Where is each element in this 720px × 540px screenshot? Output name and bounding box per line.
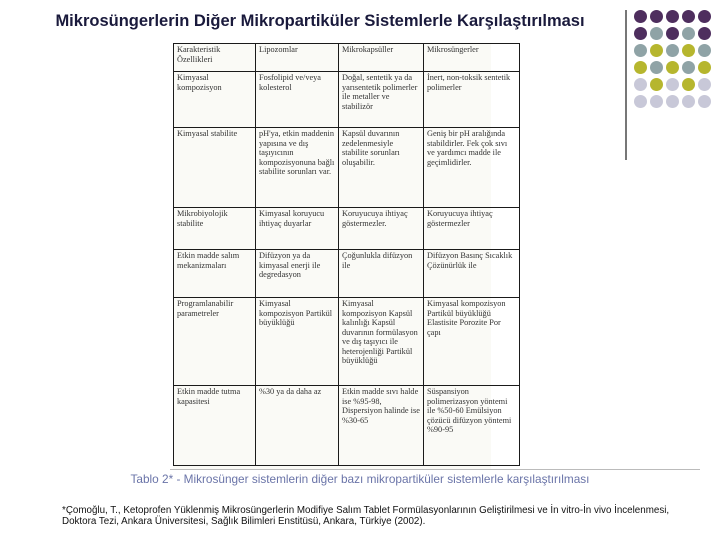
table-header-cell: Mikrosüngerler (424, 44, 520, 72)
decor-dot (666, 10, 679, 23)
decor-dot (650, 78, 663, 91)
decor-dot (634, 78, 647, 91)
decor-dot (650, 61, 663, 74)
decor-dot (682, 78, 695, 91)
decor-dot (682, 95, 695, 108)
table-row (174, 128, 520, 208)
table-cell: İnert, non-toksik sentetik polimerler (424, 72, 520, 128)
table-row-header-cell: Programlanabilir parametreler (174, 298, 256, 386)
table-caption: Tablo 2* - Mikrosünger sistemlerin diğer bazı mikropartiküler sistemlerle karşılaştırılması (130, 472, 590, 486)
table-cell: Kimyasal kompozisyon Kapsül kalınlığı Kapsül duvarının formülasyon ve dış taşıyıcı ile heterojenliği Partikül büyüklüğü (339, 298, 424, 386)
decor-dot (634, 10, 647, 23)
table-row (174, 386, 520, 466)
table-cell: Kimyasal koruyucu ihtiyaç duyarlar (256, 208, 339, 250)
table-cell: Kimyasal kompozisyon Partikül büyüklüğü (256, 298, 339, 386)
table-cell: Kimyasal kompozisyon Partikül büyüklüğü Elastisite Porozite Por çapı (424, 298, 520, 386)
table-cell: Geniş bir pH aralığında stabildirler. Fek çok sıvı ve yardımcı madde ile geçimlidirler. (424, 128, 520, 208)
citation-footnote: *Çomoğlu, T., Ketoprofen Yüklenmiş Mikrosüngerlerin Modifiye Salım Tablet Formülasyonlarının Geliştirilmesi ve İn vitro-İn vivo İncelenmesi, Doktora Tezi, Ankara Üniversitesi, Sağlık Bilimleri Enstitüsü, Ankara, Türkiye (2002). (62, 505, 670, 527)
table-row-header-cell: Mikrobiyolojik stabilite (174, 208, 256, 250)
table-header-row (174, 44, 520, 72)
decor-dot (634, 44, 647, 57)
decor-dot (682, 44, 695, 57)
decor-dot (634, 61, 647, 74)
table-cell: pH'ya, etkin maddenin yapısına ve dış taşıyıcının kompozisyonuna bağlı stabilite sorunları var. (256, 128, 339, 208)
decor-dot (650, 27, 663, 40)
decor-dot (666, 27, 679, 40)
table-row (174, 250, 520, 298)
decor-vertical-line (625, 10, 627, 160)
table-cell: Kapsül duvarının zedelenmesiyle stabilite sorunları oluşabilir. (339, 128, 424, 208)
table-header-cell: Karakteristik Özellikleri (174, 44, 256, 72)
table-row-header-cell: Kimyasal kompozisyon (174, 72, 256, 128)
table-row (174, 72, 520, 128)
decor-dot (634, 27, 647, 40)
decor-dot (698, 10, 711, 23)
table-header-cell: Lipozomlar (256, 44, 339, 72)
decor-dot (698, 44, 711, 57)
table-cell: Etkin madde sıvı halde ise %95-98, Dispersiyon halinde ise %30-65 (339, 386, 424, 466)
table-cell: Çoğunlukla difüzyon ile (339, 250, 424, 298)
decor-dot (666, 95, 679, 108)
table-cell: Doğal, sentetik ya da yarısentetik polimerler ile metaller ve stabilizör (339, 72, 424, 128)
decor-dot (698, 78, 711, 91)
comparison-table-image (173, 43, 513, 470)
table-cell: Süspansiyon polimerizasyon yöntemi ile %50-60 Emülsiyon çözücü difüzyon yöntemi %90-95 (424, 386, 520, 466)
decor-dot (682, 10, 695, 23)
decor-dot (698, 61, 711, 74)
comparison-table (173, 43, 520, 466)
decor-dot (682, 27, 695, 40)
decor-dot (682, 61, 695, 74)
table-cell: Koruyucuya ihtiyaç göstermezler. (339, 208, 424, 250)
table-row-header-cell: Etkin madde tutma kapasitesi (174, 386, 256, 466)
table-header-cell: Mikrokapsüller (339, 44, 424, 72)
decor-dot (698, 27, 711, 40)
table-row (174, 298, 520, 386)
decor-dot (650, 44, 663, 57)
table-cell: Difüzyon ya da kimyasal enerji ile degredasyon (256, 250, 339, 298)
decor-dot-grid (634, 10, 718, 120)
decor-dot (698, 95, 711, 108)
table-row-header-cell: Etkin madde salım mekanizmaları (174, 250, 256, 298)
decor-dot (650, 10, 663, 23)
table-row-header-cell: Kimyasal stabilite (174, 128, 256, 208)
table-cell: %30 ya da daha az (256, 386, 339, 466)
table-row (174, 208, 520, 250)
decor-dot (666, 78, 679, 91)
decor-dot (666, 44, 679, 57)
slide-title: Mikrosüngerlerin Diğer Mikropartiküler Sistemlerle Karşılaştırılması (55, 12, 585, 30)
decor-dot (650, 95, 663, 108)
divider-line (170, 469, 700, 470)
table-cell: Fosfolipid ve/veya kolesterol (256, 72, 339, 128)
table-cell: Difüzyon Basınç Sıcaklık Çözünürlük ile (424, 250, 520, 298)
decor-dot (634, 95, 647, 108)
table-cell: Koruyucuya ihtiyaç göstermezler (424, 208, 520, 250)
decor-dot (666, 61, 679, 74)
